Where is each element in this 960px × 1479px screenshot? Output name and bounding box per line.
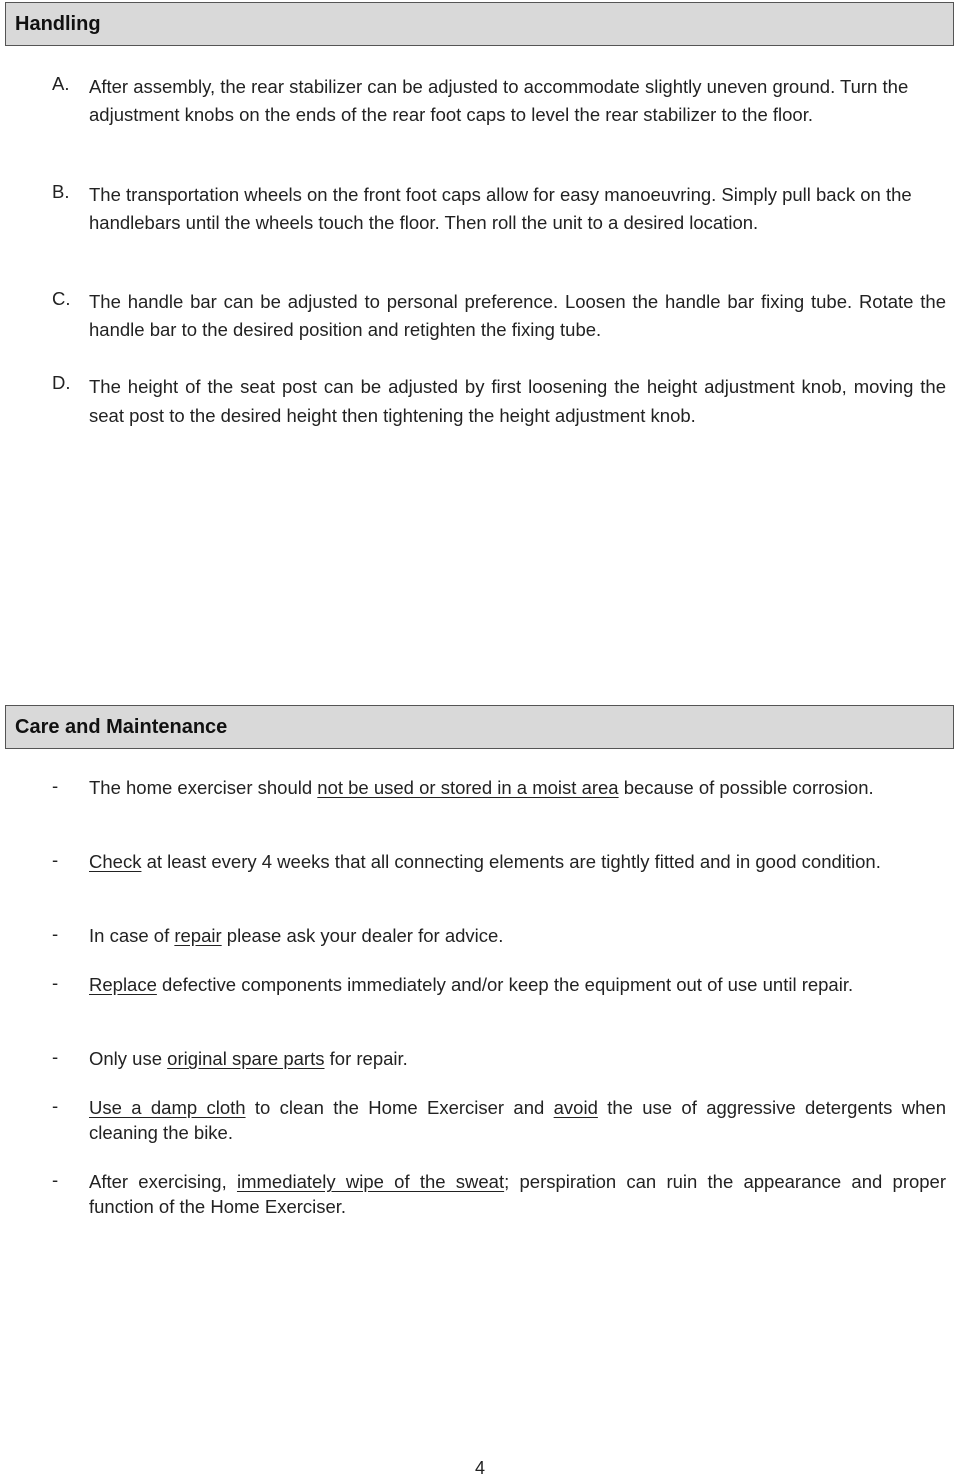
list-marker: D.	[52, 372, 71, 393]
handling-item-text: After assembly, the rear stabilizer can be adjusted to accommodate slightly uneven ground. Turn the adjustment knobs on the ends of the rear foot caps to level the rear stabilizer to the floor.	[89, 76, 909, 125]
handling-item-b	[52, 181, 946, 237]
section-title-handling: Handling	[15, 13, 101, 35]
section-title-care: Care and Maintenance	[15, 716, 228, 738]
list-bullet: -	[52, 1169, 59, 1190]
list-marker: B.	[52, 181, 70, 202]
care-item	[52, 1169, 946, 1219]
handling-item-text: The height of the seat post can be adjusted by first loosening the height adjustment knob, moving the seat post to the desired height then tightening the height adjustment knob.	[89, 376, 946, 426]
handling-item-text: The transportation wheels on the front foot caps allow for easy manoeuvring. Simply pull back on the handlebars until the wheels touch the floor. Then roll the unit to a desired location.	[89, 184, 912, 233]
care-item-text: The home exerciser should not be used or stored in a moist area because of possible corrosion.	[89, 777, 874, 798]
list-bullet: -	[52, 1095, 59, 1116]
list-bullet: -	[52, 849, 59, 870]
care-item	[52, 923, 946, 948]
care-item-text: In case of repair please ask your dealer for advice.	[89, 925, 504, 946]
handling-item-c	[52, 288, 946, 344]
handling-item-d	[52, 372, 946, 430]
care-item-text: After exercising, immediately wipe of the sweat; perspiration can ruin the appearance and proper function of the Home Exerciser.	[89, 1171, 947, 1217]
care-item	[52, 972, 946, 997]
list-marker: A.	[52, 73, 70, 94]
care-item-text: Replace defective components immediately and/or keep the equipment out of use until repair.	[89, 974, 854, 995]
list-marker: C.	[52, 288, 71, 309]
section-header-care	[5, 705, 954, 749]
list-bullet: -	[52, 1046, 59, 1067]
care-item-text: Only use original spare parts for repair.	[89, 1048, 408, 1069]
handling-item-text: The handle bar can be adjusted to personal preference. Loosen the handle bar fixing tube. Rotate the handle bar to the desired position and retighten the fixing tube.	[89, 291, 946, 340]
page-number: 4	[474, 1458, 485, 1478]
section-header-handling	[5, 2, 954, 46]
care-item	[52, 775, 946, 800]
handling-item-a	[52, 73, 946, 129]
list-bullet: -	[52, 923, 59, 944]
care-item-text: Check at least every 4 weeks that all connecting elements are tightly fitted and in good condition.	[89, 851, 881, 872]
care-item	[52, 1095, 946, 1145]
care-item-text: Use a damp cloth to clean the Home Exerciser and avoid the use of aggressive detergents when cleaning the bike.	[89, 1097, 946, 1143]
list-bullet: -	[52, 972, 59, 993]
care-item	[52, 849, 946, 874]
list-bullet: -	[52, 775, 59, 796]
care-item	[52, 1046, 946, 1071]
